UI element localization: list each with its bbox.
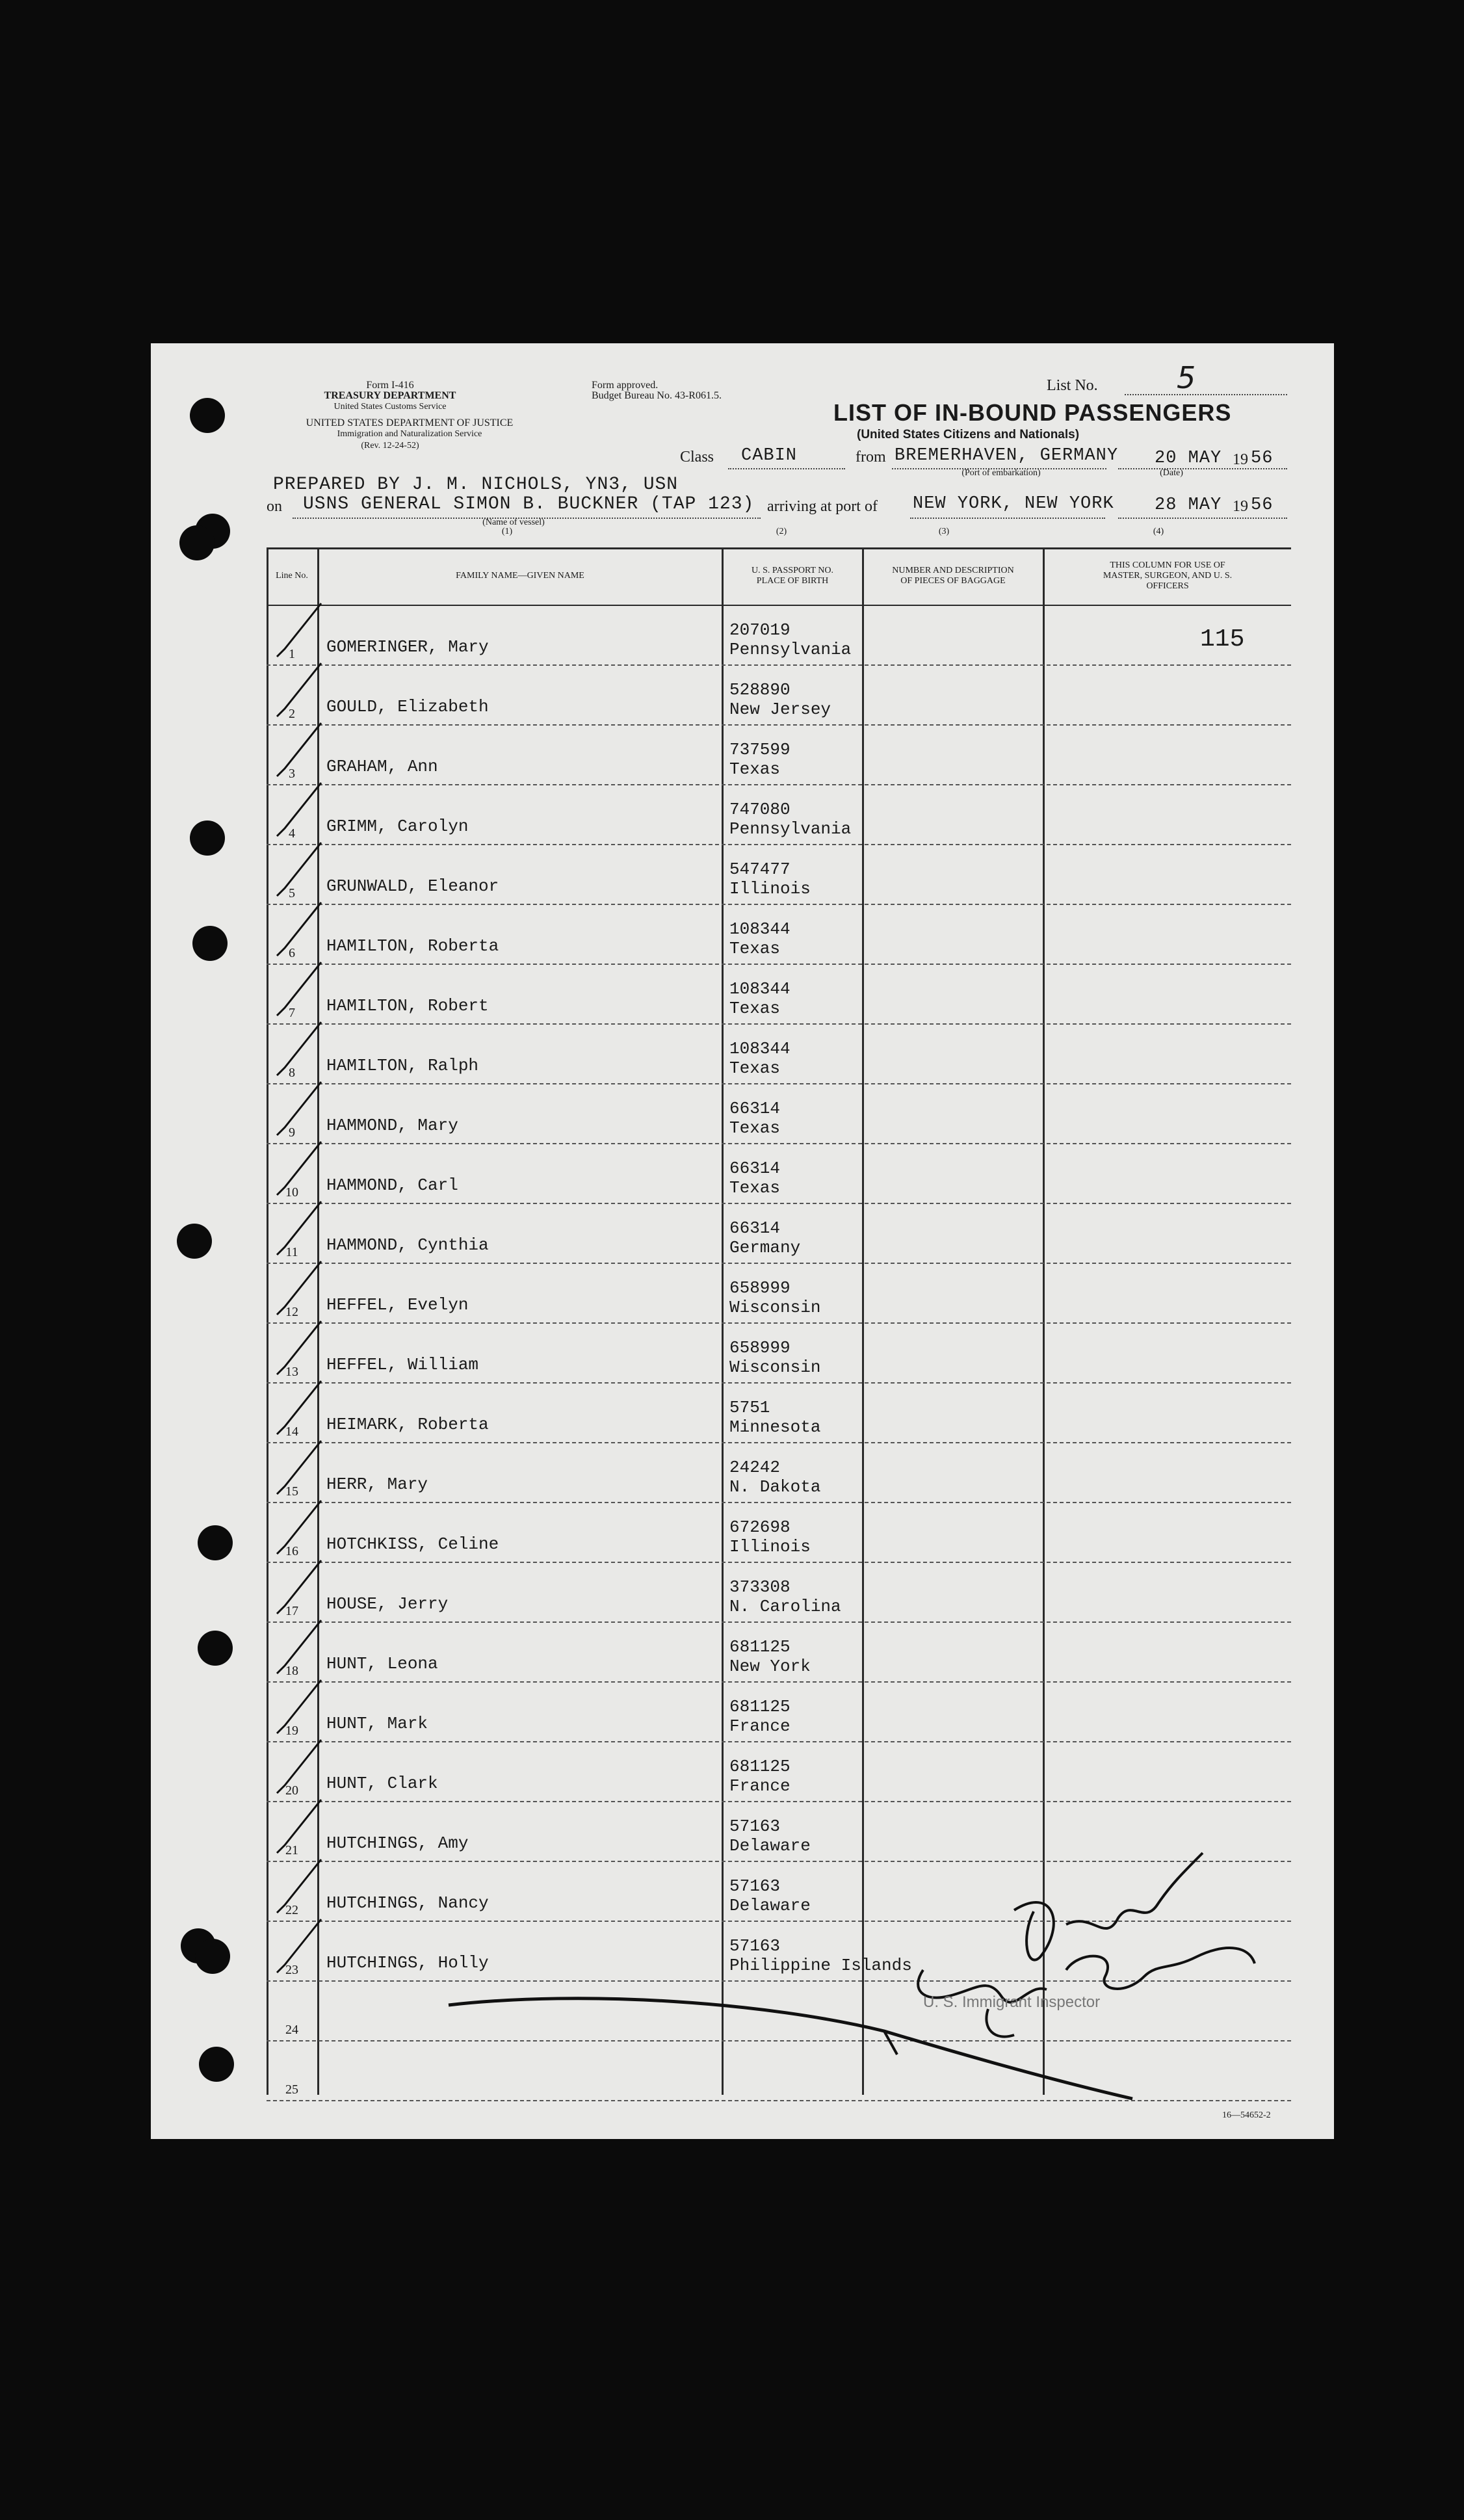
from-label: from — [856, 449, 886, 466]
passport-number: 57163 — [729, 1817, 781, 1836]
passenger-name: GRAHAM, Ann — [326, 757, 438, 776]
passport-number: 207019 — [729, 620, 791, 640]
line-number: 2 — [289, 707, 295, 721]
place-of-birth: Texas — [729, 939, 781, 958]
line-number: 21 — [285, 1843, 298, 1857]
place-of-birth: Pennsylvania — [729, 640, 852, 659]
passport-number: 528890 — [729, 680, 791, 700]
col-header-passport: U. S. PASSPORT NO. PLACE OF BIRTH — [752, 566, 833, 586]
passport-number: 24242 — [729, 1458, 781, 1477]
list-no-value: 5 — [1177, 360, 1196, 395]
line-number: 20 — [285, 1783, 298, 1798]
passenger-name: HAMMOND, Mary — [326, 1116, 458, 1135]
place-of-birth: Wisconsin — [729, 1358, 821, 1377]
dept-treasury-sub: United States Customs Service — [333, 402, 447, 412]
place-of-birth: Texas — [729, 1058, 781, 1078]
place-of-birth: New Jersey — [729, 700, 831, 719]
dept-justice: UNITED STATES DEPARTMENT OF JUSTICE — [306, 417, 514, 428]
col-header-name: FAMILY NAME—GIVEN NAME — [456, 571, 584, 581]
line-number: 3 — [289, 767, 295, 781]
vessel-name: USNS GENERAL SIMON B. BUCKNER (TAP 123) — [303, 494, 755, 514]
print-code: 16—54652-2 — [1222, 2110, 1271, 2120]
place-of-birth: Texas — [729, 999, 781, 1018]
passenger-name: HUTCHINGS, Amy — [326, 1833, 469, 1853]
passenger-name: HOTCHKISS, Celine — [326, 1534, 499, 1554]
passenger-name: HUNT, Leona — [326, 1654, 438, 1673]
on-label: on — [267, 498, 282, 515]
passport-number: 108344 — [729, 1039, 791, 1058]
passport-number: 66314 — [729, 1099, 781, 1118]
form-approved: Form approved. — [592, 380, 659, 391]
place-of-birth: Texas — [729, 1118, 781, 1138]
dept-justice-sub: Immigration and Naturalization Service — [337, 429, 482, 439]
arrival-year-prefix: 19 — [1233, 498, 1248, 515]
passport-number: 57163 — [729, 1876, 781, 1896]
col-header-officers: THIS COLUMN FOR USE OF MASTER, SURGEON, AND U. S. OFFICERS — [1103, 560, 1233, 591]
list-no-label: List No. — [1047, 377, 1098, 394]
col-header-line-no: Line No. — [276, 571, 308, 581]
arrival-date: 28 MAY — [1155, 495, 1222, 515]
col-num-3: (3) — [938, 527, 950, 536]
place-of-birth: Germany — [729, 1238, 801, 1257]
passenger-name: HEFFEL, William — [326, 1355, 479, 1374]
line-number: 9 — [289, 1125, 295, 1140]
class-label: Class — [680, 449, 714, 466]
place-of-birth: Delaware — [729, 1896, 811, 1915]
col-num-1: (1) — [501, 527, 513, 536]
passenger-name: GOULD, Elizabeth — [326, 697, 489, 716]
departure-year: 56 — [1251, 449, 1274, 468]
line-number: 24 — [285, 2023, 298, 2037]
passport-number: 108344 — [729, 979, 791, 999]
line-number: 14 — [285, 1424, 298, 1439]
place-of-birth: Minnesota — [729, 1417, 821, 1437]
place-of-birth: Delaware — [729, 1836, 811, 1856]
page-title: LIST OF IN-BOUND PASSENGERS — [833, 399, 1232, 426]
passenger-name: HAMILTON, Ralph — [326, 1056, 479, 1075]
passenger-name: HEIMARK, Roberta — [326, 1415, 489, 1434]
line-number: 7 — [289, 1006, 295, 1020]
col-header-baggage: NUMBER AND DESCRIPTION OF PIECES OF BAGGAGE — [892, 566, 1014, 586]
line-number: 12 — [285, 1305, 298, 1319]
passenger-name: HUNT, Mark — [326, 1714, 428, 1733]
passport-number: 108344 — [729, 919, 791, 939]
place-of-birth: France — [729, 1776, 791, 1796]
inspector-stamp: U. S. Immigrant Inspector — [923, 1993, 1101, 2011]
line-number: 15 — [285, 1484, 298, 1499]
passport-number: 681125 — [729, 1637, 791, 1657]
line-number: 5 — [289, 886, 295, 900]
place-of-birth: N. Dakota — [729, 1477, 821, 1497]
place-of-birth: Philippine Islands — [729, 1956, 912, 1975]
passenger-name: HAMMOND, Carl — [326, 1175, 458, 1195]
line-number: 19 — [285, 1724, 298, 1738]
passport-number: 66314 — [729, 1218, 781, 1238]
place-of-birth: New York — [729, 1657, 811, 1676]
passenger-name: GRUNWALD, Eleanor — [326, 876, 499, 896]
dept-treasury: TREASURY DEPARTMENT — [324, 390, 456, 401]
passport-number: 681125 — [729, 1757, 791, 1776]
line-number: 23 — [285, 1963, 298, 1977]
passenger-name: HAMMOND, Cynthia — [326, 1235, 489, 1255]
passenger-name: GOMERINGER, Mary — [326, 637, 489, 657]
date-caption: (Date) — [1160, 468, 1183, 478]
place-of-birth: France — [729, 1716, 791, 1736]
arrival-port: NEW YORK, NEW YORK — [913, 494, 1114, 514]
passenger-name: HAMILTON, Robert — [326, 996, 489, 1016]
passenger-name: HEFFEL, Evelyn — [326, 1295, 469, 1315]
arrival-year: 56 — [1251, 495, 1274, 515]
line-number: 22 — [285, 1903, 298, 1917]
place-of-birth: Illinois — [729, 1537, 811, 1556]
place-of-birth: Texas — [729, 1178, 781, 1198]
line-number: 1 — [289, 647, 295, 661]
line-number: 13 — [285, 1365, 298, 1379]
departure-date: 20 MAY — [1155, 449, 1222, 468]
passenger-name: HERR, Mary — [326, 1475, 428, 1494]
line-number: 16 — [285, 1544, 298, 1558]
line-number: 6 — [289, 946, 295, 960]
passenger-name: GRIMM, Carolyn — [326, 817, 469, 836]
place-of-birth: Pennsylvania — [729, 819, 852, 839]
passenger-name: HUTCHINGS, Nancy — [326, 1893, 489, 1913]
passport-number: 373308 — [729, 1577, 791, 1597]
line-number: 18 — [285, 1664, 298, 1678]
place-of-birth: Texas — [729, 759, 781, 779]
passport-number: 658999 — [729, 1338, 791, 1358]
passenger-name: HAMILTON, Roberta — [326, 936, 499, 956]
passenger-name: HUNT, Clark — [326, 1774, 438, 1793]
passenger-name: HUTCHINGS, Holly — [326, 1953, 489, 1973]
departure-year-prefix: 19 — [1233, 451, 1248, 468]
line-number: 8 — [289, 1066, 295, 1080]
embarkation-port: BREMERHAVEN, GERMANY — [895, 446, 1119, 466]
passport-number: 66314 — [729, 1159, 781, 1178]
line-number: 4 — [289, 826, 295, 841]
passport-number: 547477 — [729, 860, 791, 879]
passport-number: 737599 — [729, 740, 791, 759]
line-number: 10 — [285, 1185, 298, 1200]
place-of-birth: Illinois — [729, 879, 811, 899]
col-num-4: (4) — [1153, 527, 1164, 536]
line-number: 11 — [285, 1245, 298, 1259]
line-number: 17 — [285, 1604, 298, 1618]
line-number: 25 — [285, 2082, 298, 2097]
passport-number: 57163 — [729, 1936, 781, 1956]
officer-note: 115 — [1200, 625, 1245, 653]
class-value: CABIN — [741, 446, 798, 466]
prepared-by: PREPARED BY J. M. NICHOLS, YN3, USN — [273, 475, 679, 495]
form-revision: (Rev. 12-24-52) — [361, 441, 419, 451]
passport-number: 672698 — [729, 1517, 791, 1537]
passport-number: 5751 — [729, 1398, 770, 1417]
passenger-name: HOUSE, Jerry — [326, 1594, 449, 1614]
form-number: Form I-416 — [366, 380, 414, 391]
budget-bureau: Budget Bureau No. 43-R061.5. — [592, 390, 722, 401]
passport-number: 658999 — [729, 1278, 791, 1298]
page-subtitle: (United States Citizens and Nationals) — [857, 428, 1080, 441]
passport-number: 747080 — [729, 800, 791, 819]
place-of-birth: Wisconsin — [729, 1298, 821, 1317]
passport-number: 681125 — [729, 1697, 791, 1716]
place-of-birth: N. Carolina — [729, 1597, 841, 1616]
col-num-2: (2) — [776, 527, 787, 536]
embarkation-caption: (Port of embarkation) — [961, 468, 1041, 478]
arriving-label: arriving at port of — [767, 498, 878, 515]
vessel-caption: (Name of vessel) — [482, 518, 545, 527]
